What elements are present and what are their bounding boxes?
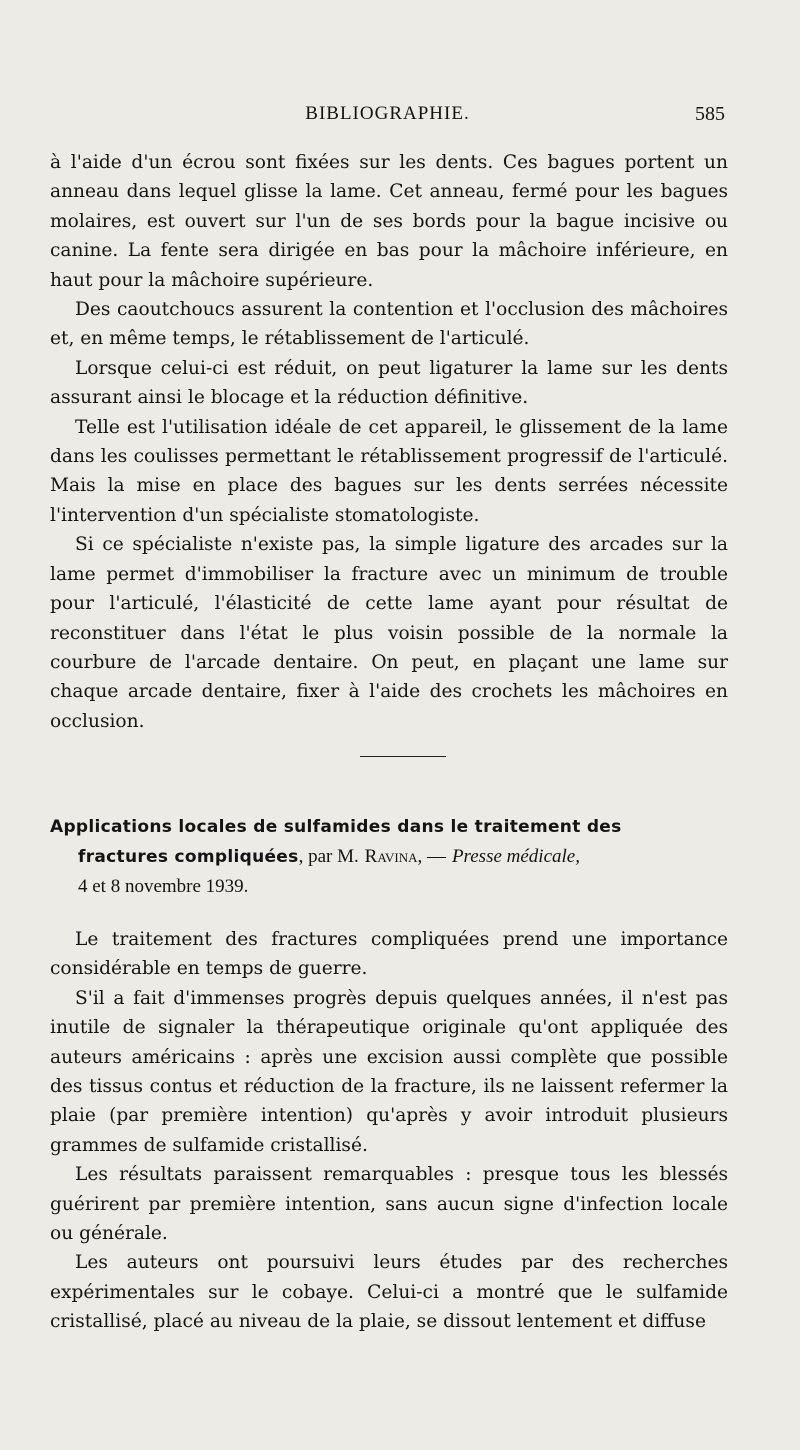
article-title-line2: fractures compliquées [78, 847, 299, 867]
paragraph: Lorsque celui-ci est réduit, on peut ligaturer la lame sur les dents assurant ainsi le blocage et la réduction définitive. [50, 357, 728, 409]
paragraph: Si ce spécialiste n'existe pas, la simple ligature des arcades sur la lame permet d'immobiliser la fracture avec un minimum de trouble pour l'articulé, l'élasticité de cette lame ayant pour résultat de reconstituer dans l'état le plus voisin possible de la normale la courbure de l'arcade dentaire. On peut, en plaçant une lame sur chaque arcade dentaire, fixer à l'aide des crochets les mâchoires en occlusion. [50, 534, 728, 732]
running-title: BIBLIOGRAPHIE. [305, 103, 470, 124]
paragraph: à l'aide d'un écrou sont fixées sur les dents. Ces bagues portent un anneau dans lequel glisse la lame. Cet anneau, fermé pour les bagues molaires, est ouvert sur l'un de ses bords pour la bague incisive ou canine. La fente sera dirigée en bas pour la mâchoire inférieure, en haut pour la mâchoire supérieure. [50, 152, 728, 291]
bibliographic-reference [50, 812, 728, 902]
page-number: 585 [695, 103, 725, 125]
page-header [50, 103, 725, 133]
reference-date: 4 et 8 novembre 1939. [78, 876, 249, 897]
paragraph: Les auteurs ont poursuivi leurs études par des recherches expérimentales sur le cobaye. Celui-ci a montré que le sulfamide cristallisé, placé au niveau de la plaie, se dissout lentement et diffuse [50, 1252, 728, 1333]
section-sulfamides [50, 925, 728, 1337]
paragraph: Les résultats paraissent remarquables : presque tous les blessés guérirent par première intention, sans aucun signe d'infection locale ou générale. [50, 1164, 728, 1245]
section-separator-rule [360, 756, 446, 757]
reference-continuation [50, 842, 728, 902]
section-dental-apparatus [50, 148, 728, 736]
reference-dash: , — [417, 846, 447, 867]
reference-journal: Presse médicale, [451, 846, 580, 867]
reference-author: Ravina [364, 846, 418, 867]
paragraph: Des caoutchoucs assurent la contention et l'occlusion des mâchoires et, en même temps, le rétablissement de l'articulé. [50, 299, 728, 350]
paragraph: Le traitement des fractures compliquées prend une importance considérable en temps de guerre. [50, 929, 728, 980]
paragraph: S'il a fait d'immenses progrès depuis quelques années, il n'est pas inutile de signaler la thérapeutique originale qu'ont appliquée des auteurs américains : après une excision aussi complète que possible des tissus contus et réduction de la fracture, ils ne laissent refermer la plaie (par première intention) qu'après y avoir introduit plusieurs grammes de sulfamide cristallisé. [50, 987, 728, 1156]
reference-par: , par M. [298, 846, 359, 867]
paragraph: Telle est l'utilisation idéale de cet appareil, le glissement de la lame dans les coulisses permettant le rétablissement progressif de l'articulé. Mais la mise en place des bagues sur les dents serrées nécessite l'intervention d'un spécialiste stomatologiste. [50, 416, 728, 526]
article-title-line1: Applications locales de sulfamides dans le traitement des [50, 817, 622, 837]
